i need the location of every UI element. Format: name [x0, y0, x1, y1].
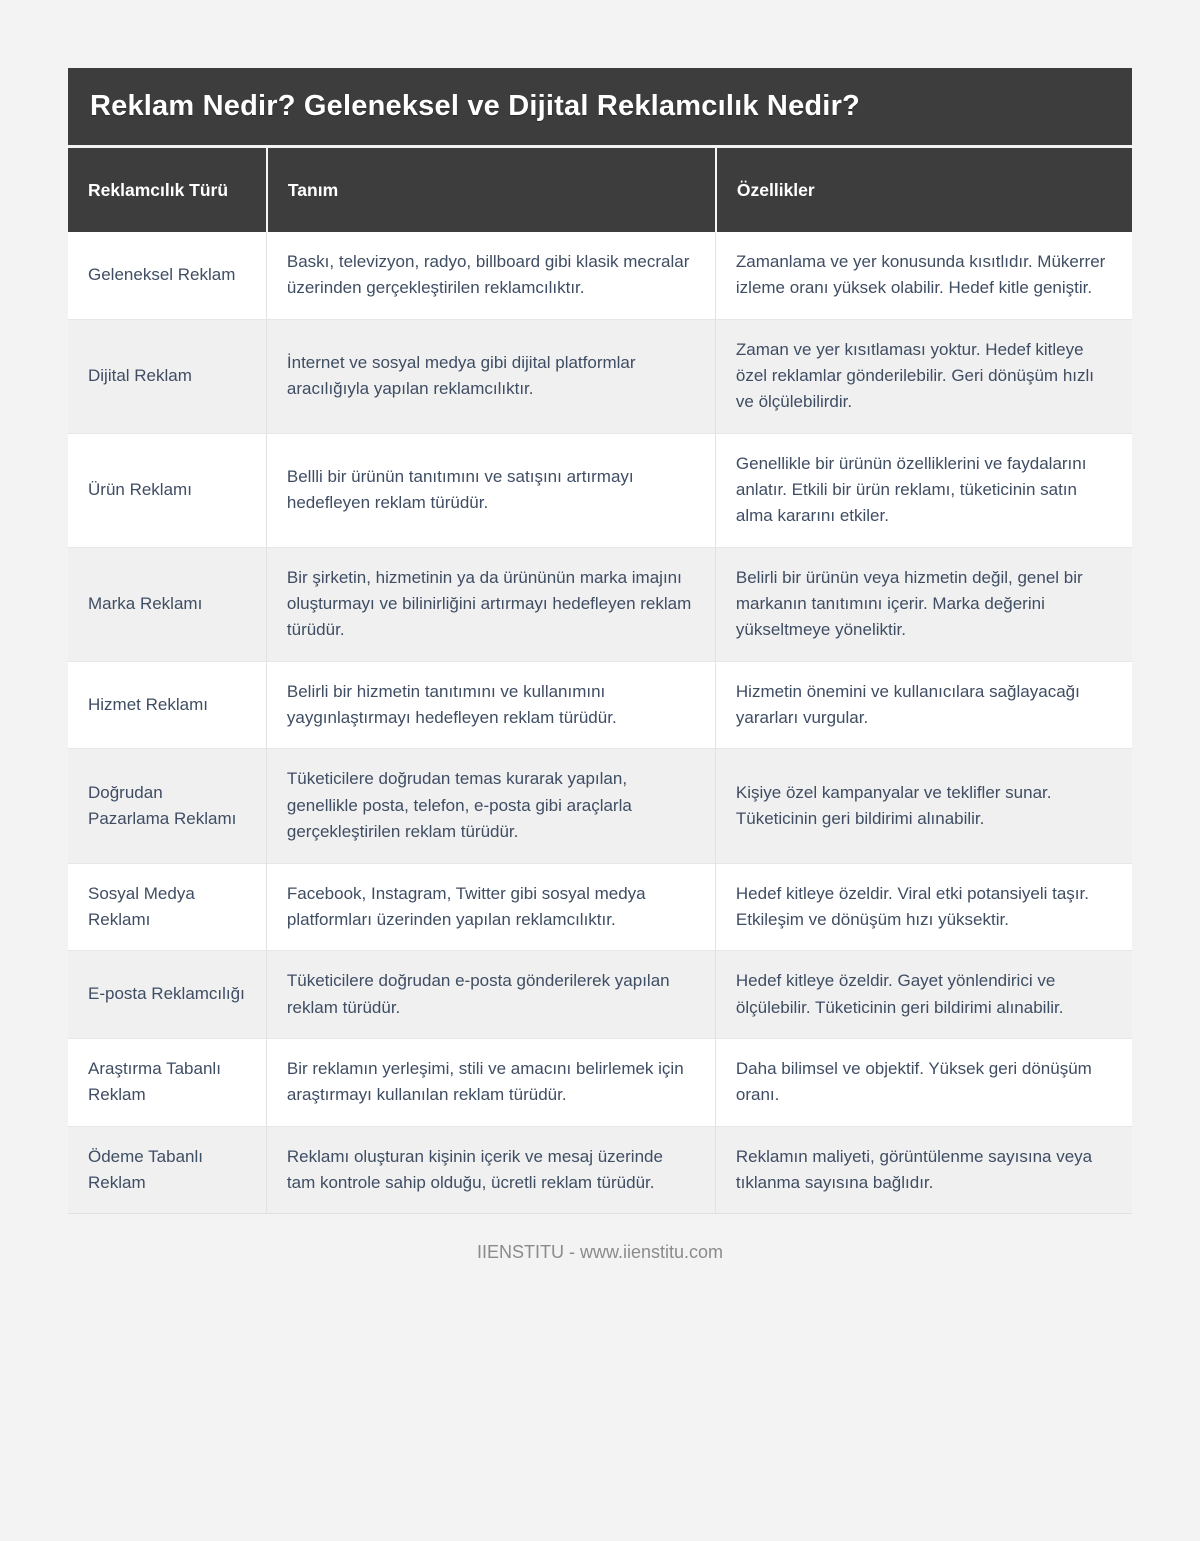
- cell-type: Geleneksel Reklam: [88, 265, 236, 285]
- cell-type: Dijital Reklam: [68, 319, 266, 433]
- cell-features: Hedef kitleye özeldir. Gayet yönlendirici ve ölçülebilir. Tüketicinin geri bildirimi alınabilir.: [715, 950, 1132, 1038]
- footer-branding: IIENSTITU - www.iienstitu.com: [476, 1242, 724, 1263]
- cell-features: Daha bilimsel ve objektif. Yüksek geri dönüşüm oranı.: [715, 1038, 1132, 1126]
- cell-type: E-posta Reklamcılığı: [68, 950, 266, 1038]
- column-header-type: Reklamcılık Türü: [68, 148, 266, 232]
- cell-type: Doğrudan Pazarlama Reklamı: [68, 748, 266, 862]
- cell-definition: Tüketicilere doğrudan temas kurarak yapılan, genellikle posta, telefon, e-posta gibi araçlarla gerçekleştirilen reklam türüdür.: [266, 748, 715, 862]
- cell-type: Marka Reklamı: [68, 547, 266, 661]
- table-row: [68, 748, 1132, 862]
- cell-features: Belirli bir ürünün veya hizmetin değil, genel bir markanın tanıtımını içerir. Marka değerini yükseltmeye yöneliktir.: [715, 547, 1132, 661]
- table-row: [68, 661, 1132, 749]
- table-row: [68, 433, 1132, 547]
- table-row: [68, 950, 1132, 1038]
- cell-definition: Belirli bir hizmetin tanıtımını ve kullanımını yaygınlaştırmayı hedefleyen reklam türüdür.: [266, 661, 715, 749]
- page-title: Reklam Nedir? Geleneksel ve Dijital Reklamcılık Nedir?: [68, 68, 1132, 145]
- column-header-definition: Tanım: [266, 148, 715, 232]
- cell-definition: İnternet ve sosyal medya gibi dijital platformlar aracılığıyla yapılan reklamcılıktır.: [266, 319, 715, 433]
- cell-type: Hizmet Reklamı: [68, 661, 266, 749]
- cell-definition: Bellli bir ürünün tanıtımını ve satışını artırmayı hedefleyen reklam türüdür.: [266, 433, 715, 547]
- table-row: [68, 547, 1132, 661]
- page-container: [68, 0, 1132, 1303]
- cell-definition: Tüketicilere doğrudan e-posta gönderilerek yapılan reklam türüdür.: [266, 950, 715, 1038]
- cell-type: Ödeme Tabanlı Reklam: [68, 1126, 266, 1214]
- cell-type: Araştırma Tabanlı Reklam: [68, 1038, 266, 1126]
- cell-features: Genellikle bir ürünün özelliklerini ve faydalarını anlatır. Etkili bir ürün reklamı, tüketicinin satın alma kararını etkiler.: [715, 433, 1132, 547]
- cell-type: Ürün Reklamı: [68, 433, 266, 547]
- cell-definition: Bir reklamın yerleşimi, stili ve amacını belirlemek için araştırmayı kullanılan reklam türüdür.: [266, 1038, 715, 1126]
- table-row: [68, 1038, 1132, 1126]
- cell-definition: Bir şirketin, hizmetinin ya da ürününün marka imajını oluşturmayı ve bilinirliğini artırmayı hedefleyen reklam türüdür.: [266, 547, 715, 661]
- table-body: [68, 232, 1132, 1213]
- cell-features: Reklamın maliyeti, görüntülenme sayısına veya tıklanma sayısına bağlıdır.: [715, 1126, 1132, 1214]
- table-row: [68, 319, 1132, 433]
- cell-definition: Baskı, televizyon, radyo, billboard gibi klasik mecralar üzerinden gerçekleştirilen reklamcılıktır.: [266, 232, 715, 319]
- table-header: [68, 148, 1132, 232]
- table-row: [68, 863, 1132, 951]
- cell-features: Hizmetin önemini ve kullanıcılara sağlayacağı yararları vurgular.: [715, 661, 1132, 749]
- table-row: [68, 232, 1132, 319]
- cell-features: Kişiye özel kampanyalar ve teklifler sunar. Tüketicinin geri bildirimi alınabilir.: [715, 748, 1132, 862]
- column-header-features: Özellikler: [715, 148, 1132, 232]
- cell-features: Zamanlama ve yer konusunda kısıtlıdır. Mükerrer izleme oranı yüksek olabilir. Hedef kitle geniştir.: [715, 232, 1132, 319]
- table-row: [68, 1126, 1132, 1214]
- advertising-types-table: [68, 148, 1132, 1214]
- cell-definition: Reklamı oluşturan kişinin içerik ve mesaj üzerinde tam kontrole sahip olduğu, ücretli reklam türüdür.: [266, 1126, 715, 1214]
- cell-type: Sosyal Medya Reklamı: [68, 863, 266, 951]
- table-header-row: [68, 148, 1132, 232]
- cell-features: Hedef kitleye özeldir. Viral etki potansiyeli taşır. Etkileşim ve dönüşüm hızı yüksektir.: [715, 863, 1132, 951]
- cell-definition: Facebook, Instagram, Twitter gibi sosyal medya platformları üzerinden yapılan reklamcılıktır.: [266, 863, 715, 951]
- cell-features: Zaman ve yer kısıtlaması yoktur. Hedef kitleye özel reklamlar gönderilebilir. Geri dönüşüm hızlı ve ölçülebilirdir.: [715, 319, 1132, 433]
